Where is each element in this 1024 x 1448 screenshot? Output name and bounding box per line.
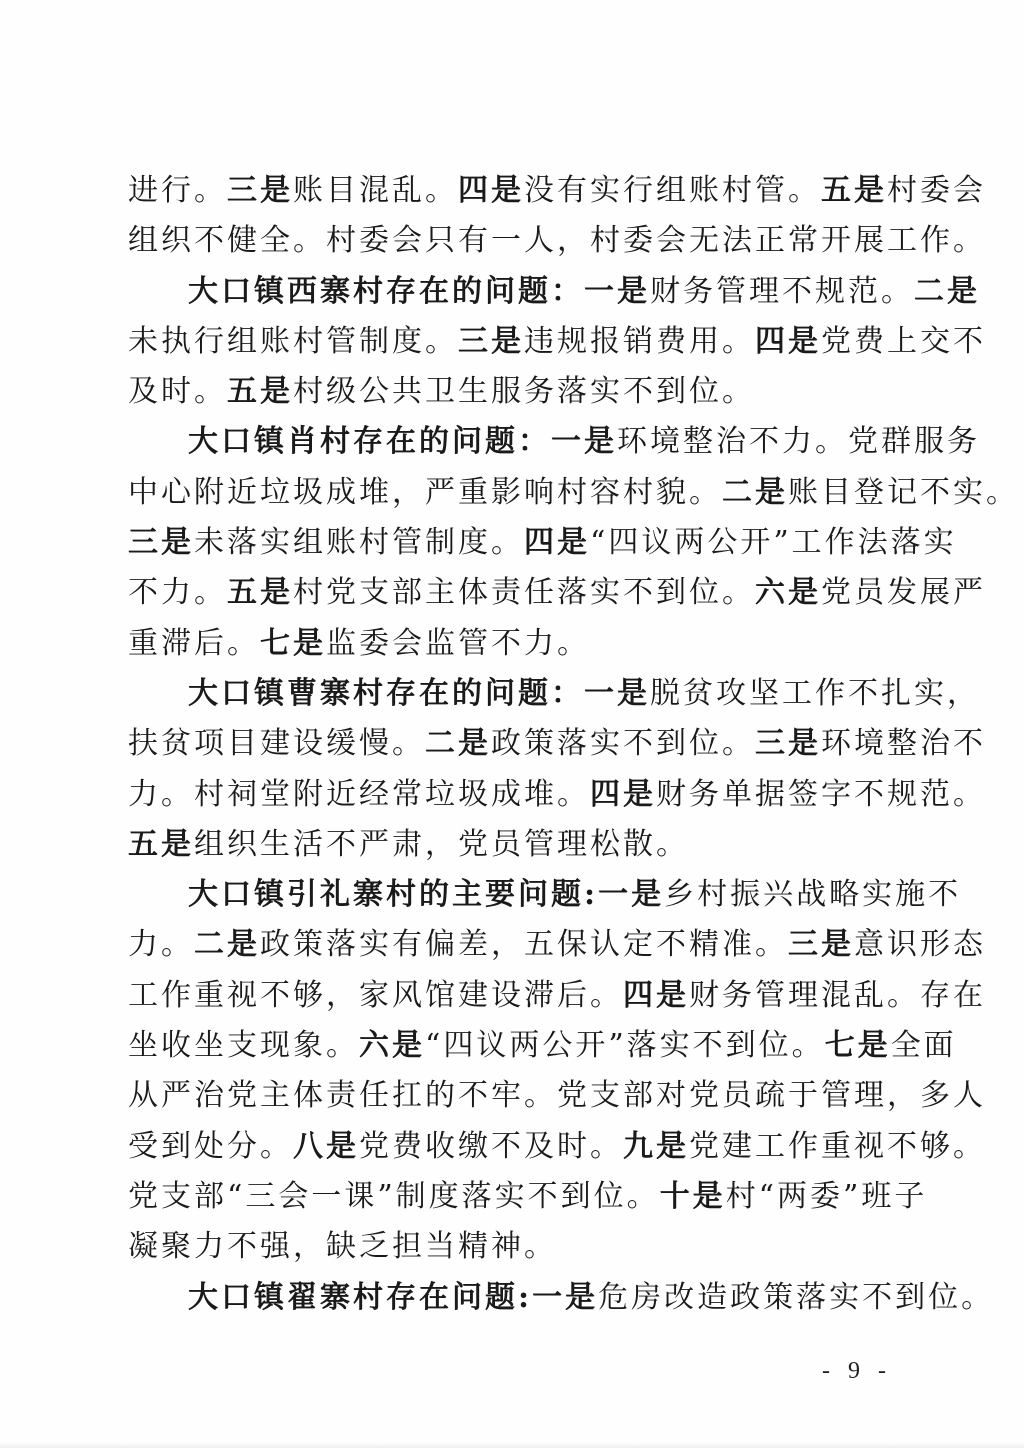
text-line xyxy=(128,568,986,618)
bold-text-segment: 七是 xyxy=(260,625,326,661)
text-line xyxy=(128,417,980,467)
text-segment: 力。村祠堂附近经常垃圾成堆。 xyxy=(128,776,590,812)
bold-text-segment: 三是 xyxy=(788,927,854,963)
bold-text-segment: 七是 xyxy=(824,1028,891,1064)
bold-text-segment: 四是 xyxy=(755,323,821,359)
text-segment: 乡村振兴战略实施不 xyxy=(664,877,962,913)
bold-text-segment: 大口镇引礼寨村的主要问题: xyxy=(188,877,599,913)
document-body xyxy=(128,166,1019,1323)
text-line xyxy=(128,920,986,970)
text-line xyxy=(128,719,986,769)
bold-text-segment: 五是 xyxy=(227,374,293,410)
text-segment: 村委会 xyxy=(887,173,986,208)
text-segment: 进行。 xyxy=(128,173,227,208)
bold-text-segment: 大口镇翟寨村存在问题: xyxy=(188,1279,533,1315)
scan-edge xyxy=(0,1442,1024,1448)
text-segment: 党费收缴不及时。 xyxy=(359,1128,623,1164)
text-line xyxy=(128,1021,957,1071)
bold-text-segment: 四是 xyxy=(623,977,689,1013)
text-line xyxy=(128,518,957,568)
text-line xyxy=(128,1071,986,1121)
text-line xyxy=(128,669,980,719)
text-line xyxy=(128,166,986,216)
text-segment: 扶贫项目建设缓慢。 xyxy=(128,726,425,762)
text-segment: 组织生活不严肃，党员管理松散。 xyxy=(194,826,689,862)
text-segment: 没有实行组账村管。 xyxy=(524,173,821,208)
bold-text-segment: 六是 xyxy=(755,575,821,611)
text-segment: 账目混乱。 xyxy=(293,173,458,208)
text-segment: 环境整治不力。党群服务 xyxy=(617,424,980,460)
text-segment: 党建工作重视不够。 xyxy=(689,1128,986,1164)
text-line xyxy=(128,770,986,820)
text-segment: 村“两委”班子 xyxy=(725,1178,928,1214)
bold-text-segment: 五是 xyxy=(227,575,293,611)
page-number: - 9 - xyxy=(822,1358,892,1384)
bold-text-segment: 三是 xyxy=(128,525,194,561)
text-segment: 凝聚力不强，缺乏担当精神。 xyxy=(128,1229,557,1265)
text-segment: 从严治党主体责任扛的不牢。党支部对党员疏于管理，多人 xyxy=(128,1078,986,1114)
text-segment: 党支部“三会一课”制度落实不到位。 xyxy=(128,1178,660,1214)
text-segment: 村党支部主体责任落实不到位。 xyxy=(293,575,755,611)
bold-text-segment: 三是 xyxy=(227,173,293,208)
text-segment: 坐收坐支现象。 xyxy=(128,1028,359,1064)
text-segment: 工作重视不够，家风馆建设滞后。 xyxy=(128,977,623,1013)
bold-text-segment: 二是 xyxy=(722,474,788,510)
bold-text-segment: 二是 xyxy=(914,273,980,309)
text-segment: 全面 xyxy=(890,1028,957,1064)
bold-text-segment: 二是 xyxy=(425,726,491,762)
text-segment: 财务管理混乱。存在 xyxy=(689,977,986,1013)
text-segment: 危房改造政策落实不到位。 xyxy=(598,1279,995,1315)
text-line xyxy=(128,216,986,266)
text-segment: 未落实组账村管制度。 xyxy=(194,525,524,561)
bold-text-segment: 三是 xyxy=(458,323,524,359)
text-segment: 不力。 xyxy=(128,575,227,611)
bold-text-segment: 六是 xyxy=(359,1028,425,1064)
text-segment: 环境整治不 xyxy=(821,726,986,762)
text-segment: 力。 xyxy=(128,927,194,963)
bold-text-segment: 十是 xyxy=(659,1178,726,1214)
bold-text-segment: 四是 xyxy=(524,525,590,561)
bold-text-segment: 四是 xyxy=(458,173,524,208)
text-segment: 政策落实有偏差，五保认定不精准。 xyxy=(260,927,788,963)
text-line xyxy=(128,1273,995,1323)
text-segment: 政策落实不到位。 xyxy=(491,726,755,762)
text-line xyxy=(128,971,986,1021)
bold-text-segment: 八是 xyxy=(293,1128,359,1164)
text-segment: 违规报销费用。 xyxy=(524,323,755,359)
text-segment: 财务单据签字不规范。 xyxy=(656,776,986,812)
text-segment: 未执行组账村管制度。 xyxy=(128,323,458,359)
text-segment: 党员发展严 xyxy=(821,575,986,611)
text-segment: 重滞后。 xyxy=(128,625,260,661)
text-segment: “四议两公开”落实不到位。 xyxy=(425,1028,825,1064)
text-segment: 脱贫攻坚工作不扎实， xyxy=(650,675,980,711)
text-line xyxy=(128,267,980,317)
bold-text-segment: 四是 xyxy=(590,776,656,812)
bold-text-segment: 大口镇西寨村存在的问题： xyxy=(188,273,584,309)
bold-text-segment: 一是 xyxy=(584,273,650,309)
text-segment: 账目登记不实。 xyxy=(788,474,1019,510)
text-line xyxy=(128,870,962,920)
text-segment: 意识形态 xyxy=(854,927,986,963)
text-line xyxy=(128,820,888,870)
text-segment: 村级公共卫生服务落实不到位。 xyxy=(293,374,755,410)
text-line xyxy=(128,619,888,669)
bold-text-segment: 二是 xyxy=(194,927,260,963)
text-line xyxy=(128,367,888,417)
bold-text-segment: 大口镇曹寨村存在的问题： xyxy=(188,675,584,711)
bold-text-segment: 一是 xyxy=(584,675,650,711)
bold-text-segment: 一是 xyxy=(598,877,665,913)
text-segment: 及时。 xyxy=(128,374,227,410)
text-segment: 组织不健全。村委会只有一人，村委会无法正常开展工作。 xyxy=(128,223,986,259)
text-segment: 党费上交不 xyxy=(821,323,986,359)
text-line xyxy=(128,1222,888,1272)
text-line xyxy=(128,317,986,367)
bold-text-segment: 三是 xyxy=(755,726,821,762)
text-line xyxy=(128,1172,928,1222)
text-segment: 中心附近垃圾成堆，严重影响村容村貌。 xyxy=(128,474,722,510)
bold-text-segment: 五是 xyxy=(821,173,887,208)
text-segment: 财务管理不规范。 xyxy=(650,273,914,309)
bold-text-segment: 五是 xyxy=(128,826,194,862)
text-segment: 受到处分。 xyxy=(128,1128,293,1164)
bold-text-segment: 一是 xyxy=(551,424,617,460)
text-segment: “四议两公开”工作法落实 xyxy=(590,525,957,561)
text-line xyxy=(128,468,1019,518)
bold-text-segment: 九是 xyxy=(623,1128,689,1164)
text-line xyxy=(128,1122,986,1172)
bold-text-segment: 大口镇肖村存在的问题： xyxy=(188,424,551,460)
bold-text-segment: 一是 xyxy=(532,1279,599,1315)
text-segment: 监委会监管不力。 xyxy=(326,625,590,661)
